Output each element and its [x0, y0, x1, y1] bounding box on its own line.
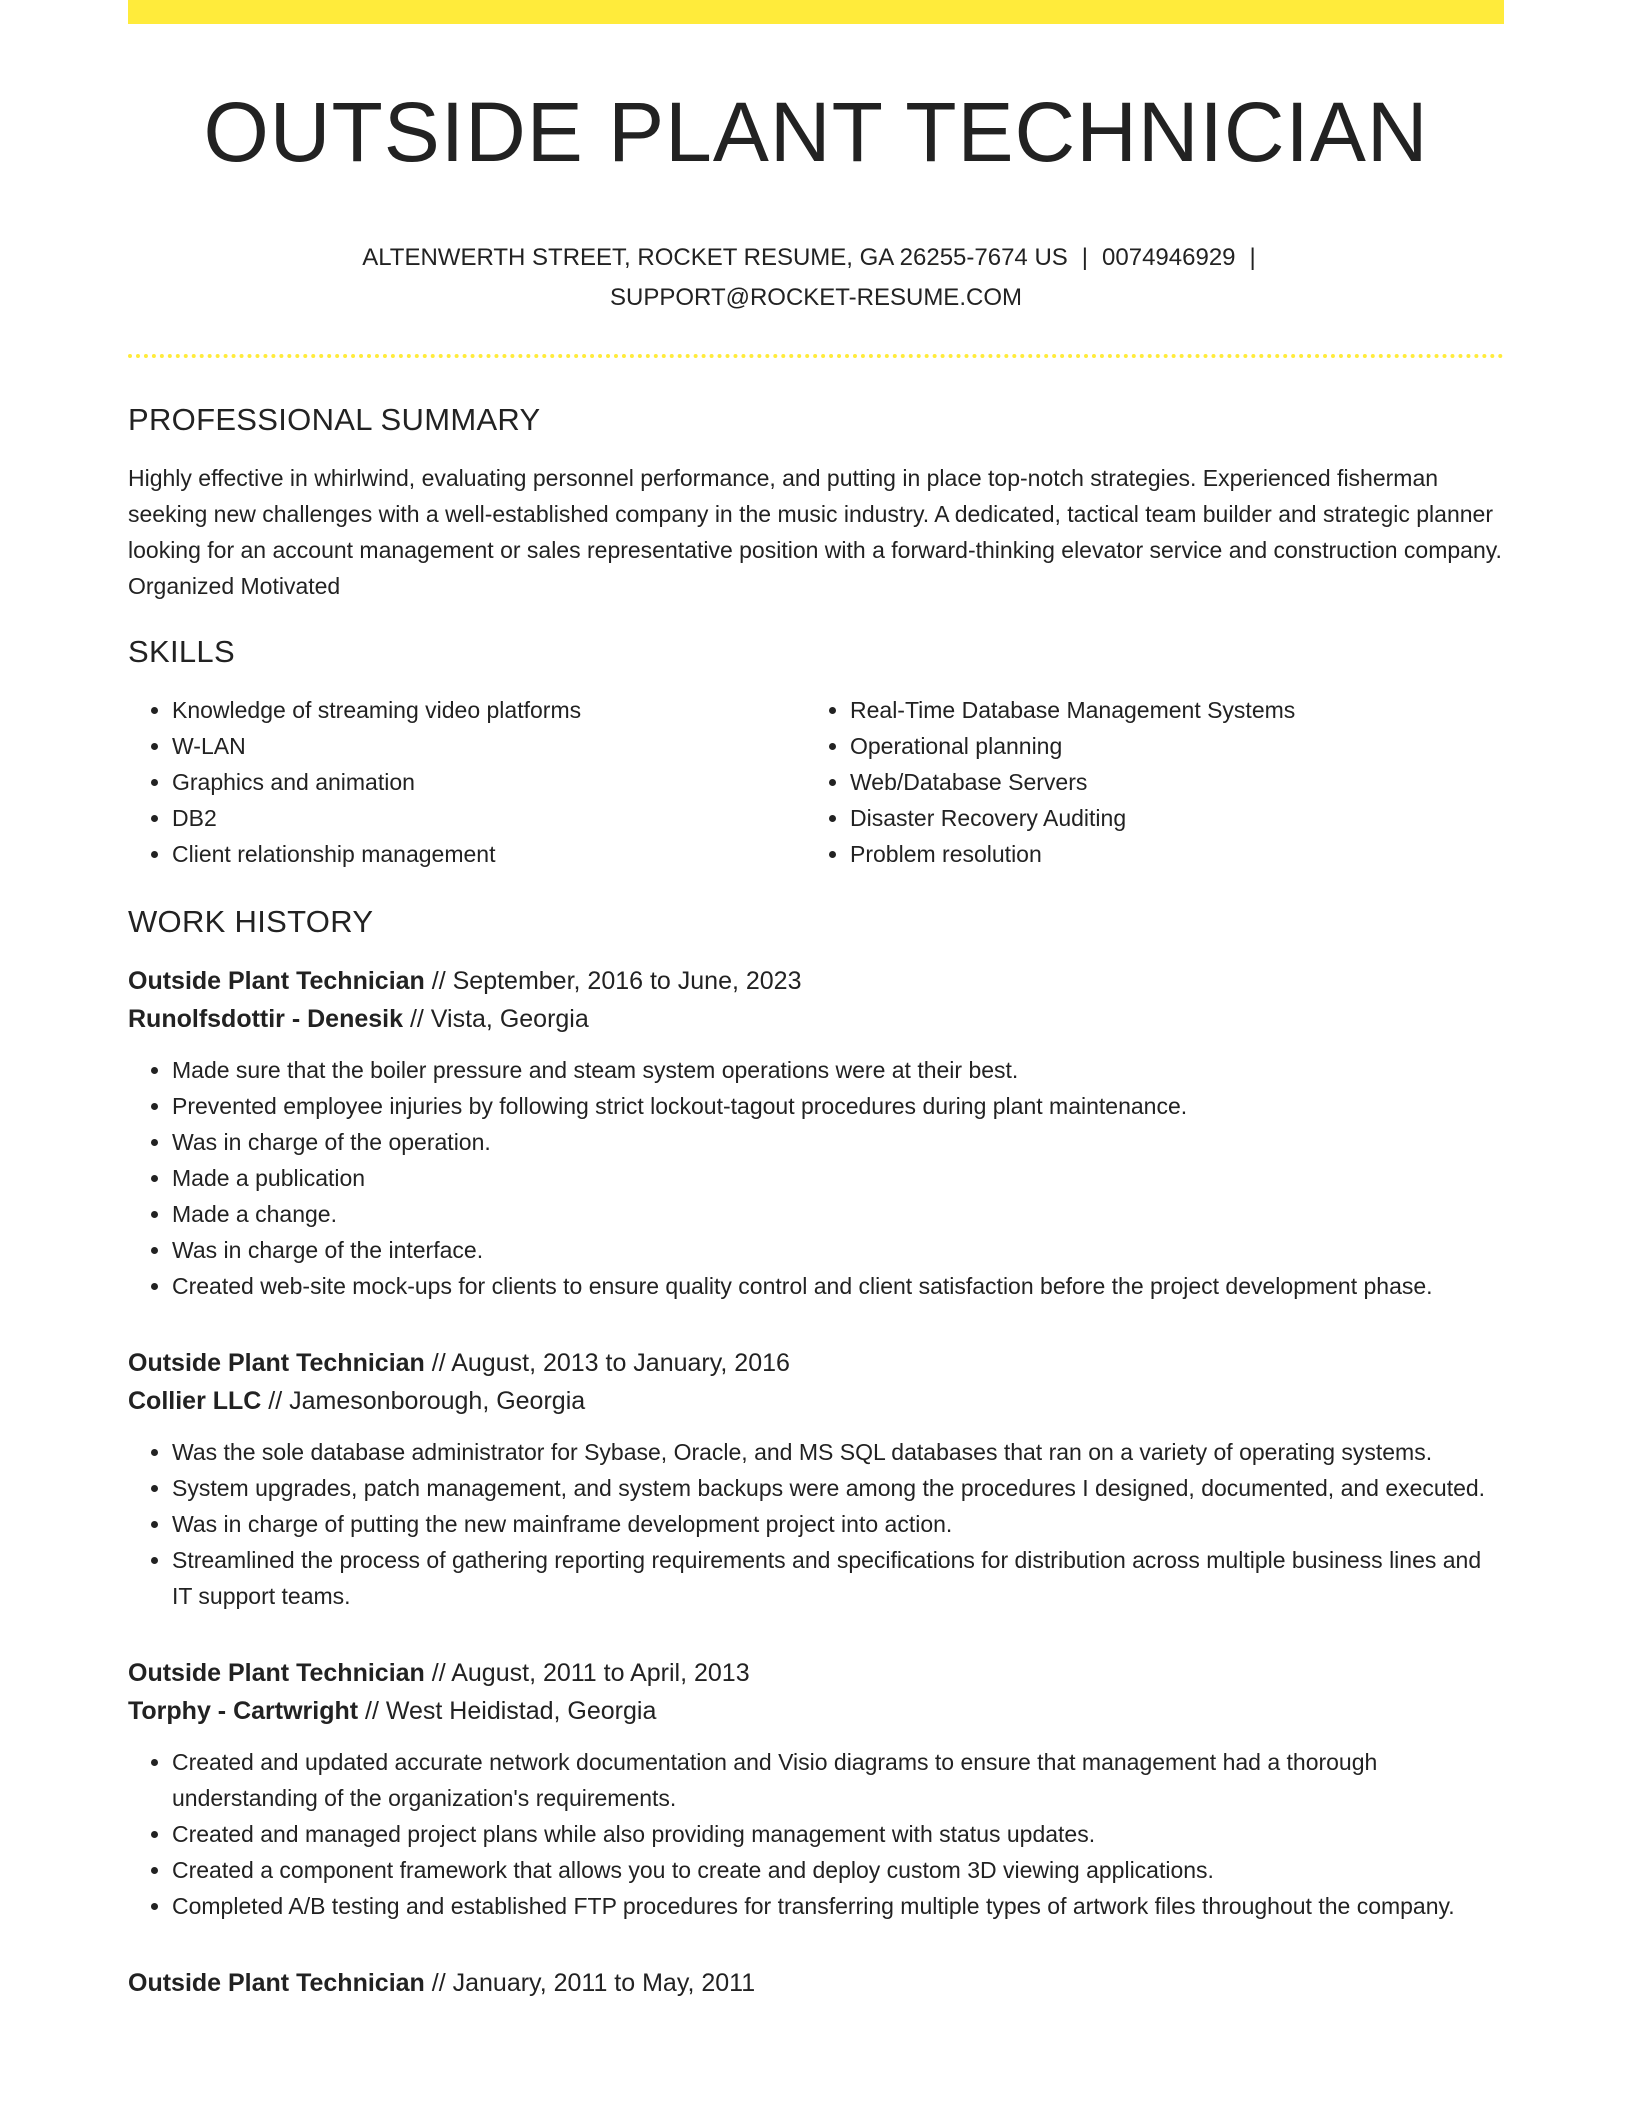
skills-heading: SKILLS: [128, 634, 235, 670]
job-company: Runolfsdottir - Denesik: [128, 1005, 404, 1034]
job-company: Collier LLC: [128, 1387, 262, 1416]
dotted-divider: [128, 354, 1504, 358]
skills-list-right: [806, 692, 1504, 872]
job-role: Outside Plant Technician: [128, 1659, 425, 1688]
job-bullets: [128, 1434, 1504, 1614]
job-dates: // January, 2011 to May, 2011: [424, 1969, 756, 1998]
job-bullet: • Prevented employee injuries by following strict lockout-tagout procedures during plant maintenance.: [172, 1088, 1504, 1124]
job-entry: [128, 962, 1504, 1304]
contact-address: ALTENWERTH STREET, ROCKET RESUME, GA 26255-7674 US: [362, 244, 1068, 272]
job-bullet: • Was in charge of the operation.: [172, 1124, 1504, 1160]
summary-heading: PROFESSIONAL SUMMARY: [128, 402, 541, 438]
job-role-line: [128, 1964, 1504, 2002]
job-company: Torphy - Cartwright: [128, 1697, 359, 1726]
job-bullet: • Completed A/B testing and established FTP procedures for transferring multiple types of artwork files throughout the company.: [172, 1888, 1504, 1924]
contact-separator: |: [1249, 244, 1256, 272]
skill-item: • W-LAN: [172, 728, 806, 764]
job-bullet: • System upgrades, patch management, and system backups were among the procedures I designed, documented, and executed.: [172, 1470, 1504, 1506]
work-history-heading: WORK HISTORY: [128, 904, 374, 940]
job-role: Outside Plant Technician: [128, 967, 425, 996]
contact-separator: |: [1081, 244, 1089, 272]
job-role: Outside Plant Technician: [128, 1969, 425, 1998]
job-role: Outside Plant Technician: [128, 1349, 425, 1378]
top-accent-bar: [128, 0, 1504, 24]
job-bullet: • Streamlined the process of gathering reporting requirements and specifications for distribution across multiple business lines and IT support teams.: [172, 1542, 1504, 1614]
job-company-line: [128, 1000, 1504, 1038]
job-dates: // September, 2016 to June, 2023: [424, 967, 802, 996]
skill-item: • Problem resolution: [850, 836, 1504, 872]
job-location: // Jamesonborough, Georgia: [261, 1387, 586, 1416]
job-bullet: • Made a change.: [172, 1196, 1504, 1232]
job-dates: // August, 2013 to January, 2016: [424, 1349, 790, 1378]
job-bullet: • Created and updated accurate network documentation and Visio diagrams to ensure that management had a thorough understanding of the organization's requirements.: [172, 1744, 1504, 1816]
contact-phone: 0074946929: [1102, 244, 1236, 272]
job-bullets: [128, 1744, 1504, 1924]
resume-page: [128, 0, 1504, 2002]
job-role-line: [128, 1654, 1504, 1692]
job-bullet: • Made sure that the boiler pressure and steam system operations were at their best.: [172, 1052, 1504, 1088]
job-bullet: • Was in charge of the interface.: [172, 1232, 1504, 1268]
job-role-line: [128, 1344, 1504, 1382]
skill-item: • DB2: [172, 800, 806, 836]
job-location: // Vista, Georgia: [403, 1005, 589, 1034]
contact-info: [128, 238, 1504, 318]
skill-item: • Web/Database Servers: [850, 764, 1504, 800]
skill-item: • Client relationship management: [172, 836, 806, 872]
contact-email: SUPPORT@ROCKET-RESUME.COM: [610, 284, 1022, 312]
skills-list-left: [128, 692, 806, 872]
job-entry: [128, 1344, 1504, 1614]
skill-item: • Graphics and animation: [172, 764, 806, 800]
job-dates: // August, 2011 to April, 2013: [424, 1659, 750, 1688]
skill-item: • Operational planning: [850, 728, 1504, 764]
job-company-line: [128, 1692, 1504, 1730]
candidate-title: OUTSIDE PLANT TECHNICIAN: [203, 85, 1429, 179]
skill-item: • Knowledge of streaming video platforms: [172, 692, 806, 728]
job-role-line: [128, 962, 1504, 1000]
job-bullet: • Made a publication: [172, 1160, 1504, 1196]
skill-item: • Real-Time Database Management Systems: [850, 692, 1504, 728]
job-bullet: • Created and managed project plans while also providing management with status updates.: [172, 1816, 1504, 1852]
job-entry: [128, 1654, 1504, 1924]
job-bullet: • Created a component framework that allows you to create and deploy custom 3D viewing applications.: [172, 1852, 1504, 1888]
job-bullet: • Created web-site mock-ups for clients to ensure quality control and client satisfaction before the project development phase.: [172, 1268, 1504, 1304]
job-company-line: [128, 1382, 1504, 1420]
summary-text: Highly effective in whirlwind, evaluating personnel performance, and putting in place top-notch strategies. Experienced fisherman seeking new challenges with a well-established company in the music industry. A dedicated, tactical team builder and strategic planner looking for an account management or sales representative position with a forward-thinking elevator service and construction company. Organized Motivated: [128, 465, 1502, 600]
job-bullet: • Was in charge of putting the new mainframe development project into action.: [172, 1506, 1504, 1542]
job-location: // West Heidistad, Georgia: [358, 1697, 657, 1726]
skills-grid: [128, 692, 1504, 872]
job-bullet: • Was the sole database administrator for Sybase, Oracle, and MS SQL databases that ran on a variety of operating systems.: [172, 1434, 1504, 1470]
job-entry: [128, 1964, 1504, 2002]
job-bullets: [128, 1052, 1504, 1304]
skill-item: • Disaster Recovery Auditing: [850, 800, 1504, 836]
